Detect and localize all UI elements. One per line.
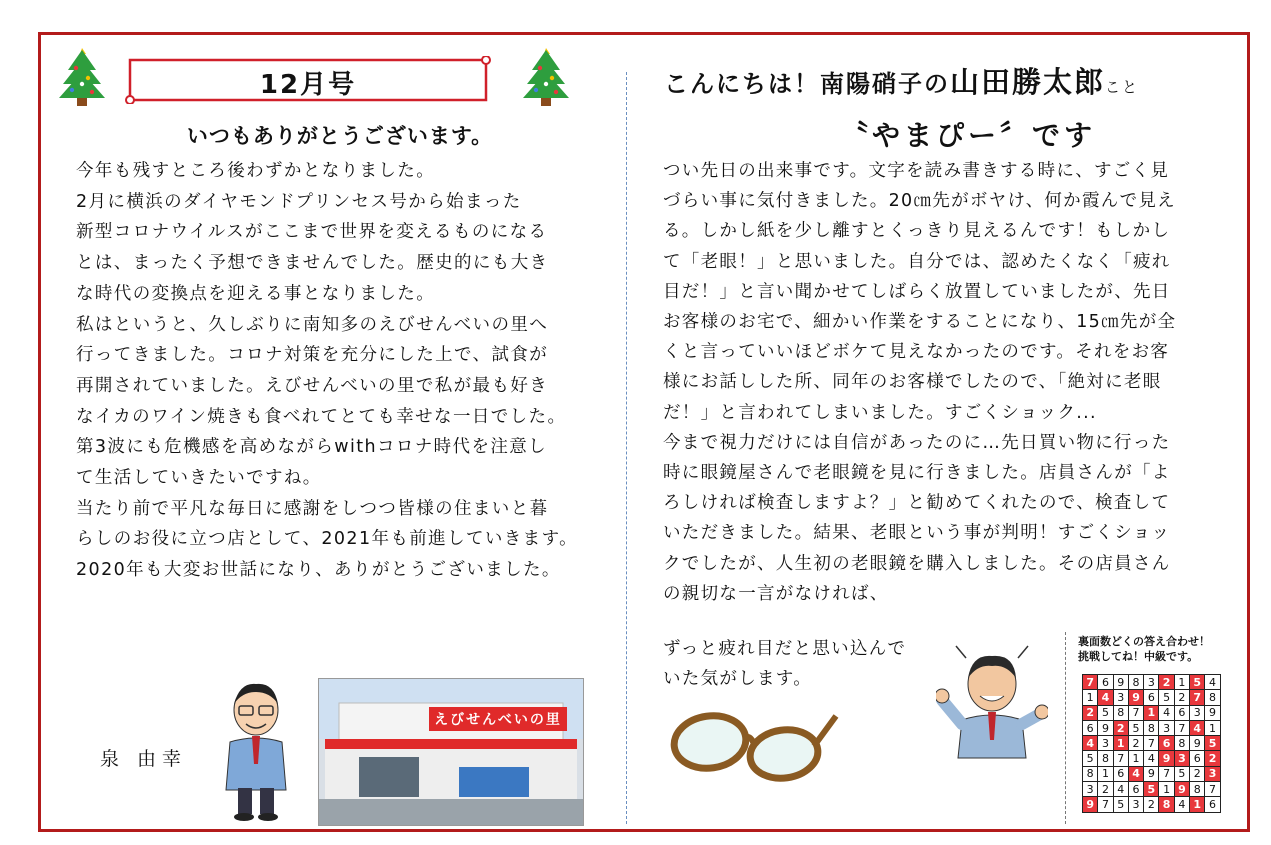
sudoku-cell: 3 (1205, 766, 1220, 781)
sudoku-cell: 8 (1159, 797, 1174, 812)
sudoku-cell: 1 (1128, 751, 1143, 766)
sudoku-cell: 4 (1128, 766, 1143, 781)
sudoku-cell: 4 (1098, 690, 1113, 705)
sudoku-cell: 6 (1205, 797, 1220, 812)
sudoku-cell: 8 (1113, 705, 1128, 720)
left-article (76, 156, 616, 586)
sudoku-cell: 5 (1128, 720, 1143, 735)
sudoku-cell: 2 (1113, 720, 1128, 735)
sudoku-cell: 7 (1144, 736, 1159, 751)
right-title (664, 60, 1139, 101)
sudoku-cell: 4 (1113, 782, 1128, 797)
sudoku-cell: 2 (1083, 705, 1098, 720)
right-article-line: の親切な一言がなければ、 (663, 583, 889, 604)
sudoku-cell: 7 (1205, 782, 1220, 797)
right-article-line: 今まで視力だけには自信があったのに…先日買い物に行った (663, 432, 1171, 453)
sudoku-cell: 3 (1128, 797, 1143, 812)
sudoku-cell: 4 (1159, 705, 1174, 720)
sudoku-cell: 1 (1190, 797, 1205, 812)
sudoku-cell: 7 (1128, 705, 1143, 720)
right-article-line: いただきました。結果、老眼という事が判明！すごくショッ (663, 523, 1171, 544)
sudoku-cell: 5 (1113, 797, 1128, 812)
sudoku-grid (1082, 674, 1221, 813)
sudoku-cell: 2 (1128, 736, 1143, 751)
sudoku-cell: 2 (1159, 675, 1174, 690)
sudoku-cell: 9 (1205, 705, 1220, 720)
sudoku-cell: 3 (1174, 751, 1189, 766)
sudoku-cell: 3 (1113, 690, 1128, 705)
sudoku-cell: 1 (1113, 736, 1128, 751)
sudoku-cell: 5 (1144, 782, 1159, 797)
sudoku-cell: 5 (1159, 690, 1174, 705)
sudoku-cell: 2 (1190, 766, 1205, 781)
sudoku-cell: 1 (1144, 705, 1159, 720)
left-article-line: 私はというと、久しぶりに南知多のえびせんべいの里へ (76, 314, 549, 335)
sudoku-cell: 6 (1098, 675, 1113, 690)
sudoku-cell: 9 (1190, 736, 1205, 751)
sudoku-cell: 4 (1190, 720, 1205, 735)
sudoku-cell: 7 (1098, 797, 1113, 812)
yamapi-caricature-icon (936, 640, 1048, 774)
sudoku-cell: 9 (1113, 675, 1128, 690)
glasses-icon (668, 696, 844, 790)
sudoku-caption (1078, 634, 1210, 664)
right-article (663, 156, 1253, 609)
right-title-koto: こと (1105, 78, 1140, 96)
left-article-line: 2020年も大変お世話になり、ありがとうございました。 (76, 560, 561, 581)
right-article-line: づらい事に気付きました。20㎝先がボヤけ、何か霞んで見え (663, 191, 1176, 212)
sudoku-caption-line-2: 挑戦してね！中級です。 (1078, 650, 1199, 663)
sudoku-cell: 9 (1128, 690, 1143, 705)
sudoku-cell: 9 (1098, 720, 1113, 735)
left-article-line: な時代の変換点を迎える事となりました。 (76, 283, 436, 304)
sudoku-row (1083, 782, 1221, 797)
christmas-tree-left-icon (54, 44, 110, 108)
left-article-line: 行ってきました。コロナ対策を充分にした上で、試食が (76, 345, 549, 366)
sudoku-cell: 6 (1174, 705, 1189, 720)
sudoku-cell: 7 (1159, 766, 1174, 781)
sudoku-cell: 8 (1128, 675, 1143, 690)
sudoku-cell: 8 (1144, 720, 1159, 735)
sudoku-cell: 2 (1098, 782, 1113, 797)
sudoku-cell: 1 (1174, 675, 1189, 690)
right-article-line: お客様のお宅で、細かい作業をすることになり、15㎝先が全 (663, 312, 1177, 333)
sudoku-cell: 3 (1159, 720, 1174, 735)
right-article-line: 様にお話しした所、同年のお客様でしたので、「絶対に老眼 (663, 372, 1162, 393)
sudoku-cell: 8 (1174, 736, 1189, 751)
sudoku-cell: 3 (1144, 675, 1159, 690)
sudoku-cell: 4 (1205, 675, 1220, 690)
left-article-line: 第3波にも危機感を高めながらwithコロナ時代を注意し (76, 437, 548, 458)
author-caricature-icon (220, 680, 292, 826)
left-article-line: て生活していきたいですね。 (76, 468, 322, 489)
greeting-heading: いつもありがとうございます。 (186, 124, 494, 148)
sudoku-cell: 8 (1083, 766, 1098, 781)
right-article-line: つい先日の出来事です。文字を読み書きする時に、すごく見 (663, 161, 1170, 181)
left-article-line: 新型コロナウイルスがここまで世界を変えるものになる (76, 222, 548, 243)
sudoku-cell: 9 (1159, 751, 1174, 766)
sudoku-cell: 8 (1098, 751, 1113, 766)
right-article-line: くと言っていいほどボケて見えなかったのです。それをお客 (663, 342, 1170, 363)
sudoku-caption-line-1: 裏面数どくの答え合わせ！ (1078, 635, 1210, 648)
sudoku-cell: 1 (1083, 690, 1098, 705)
sudoku-row (1083, 705, 1221, 720)
sudoku-row (1083, 690, 1221, 705)
left-article-line: とは、まったく予想できませんでした。歴史的にも大き (76, 253, 549, 274)
christmas-tree-right-icon (518, 44, 574, 108)
right-article-tail-line: いた気がします。 (663, 669, 812, 690)
left-article-line: 当たり前で平凡な毎日に感謝をしつつ皆様の住まいと暮 (76, 498, 549, 519)
left-article-line: 再開されていました。えびせんべいの里で私が最も好き (76, 375, 549, 396)
sudoku-cell: 7 (1174, 720, 1189, 735)
right-title-greeting: こんにちは！南陽硝子の (664, 70, 950, 98)
right-article-line: る。しかし紙を少し離すとくっきり見えるんです！もしかし (663, 221, 1171, 242)
left-article-line: 今年も残すところ後わずかとなりました。 (76, 161, 436, 181)
sudoku-cell: 5 (1190, 675, 1205, 690)
sudoku-cell: 1 (1159, 782, 1174, 797)
right-title-name: 山田勝太郎 (950, 65, 1106, 99)
sudoku-cell: 3 (1098, 736, 1113, 751)
sudoku-cell: 3 (1190, 705, 1205, 720)
store-sign: えびせんべいの里 (434, 712, 562, 728)
right-article-line: ろしければ検査しますよ？」と勧めてくれたので、検査して (663, 493, 1171, 514)
sudoku-cell: 7 (1083, 675, 1098, 690)
sudoku-cell: 8 (1205, 690, 1220, 705)
sudoku-cell: 5 (1083, 751, 1098, 766)
right-article-line: クでしたが、人生初の老眼鏡を購入しました。その店員さん (663, 553, 1171, 574)
sudoku-row (1083, 766, 1221, 781)
issue-banner (122, 56, 494, 104)
issue-title: 12月号 (259, 70, 357, 100)
sudoku-cell: 9 (1174, 782, 1189, 797)
store-photo (318, 678, 584, 826)
sudoku-cell: 1 (1098, 766, 1113, 781)
sudoku-cell: 5 (1174, 766, 1189, 781)
sudoku-cell: 7 (1113, 751, 1128, 766)
sudoku-cell: 6 (1128, 782, 1143, 797)
sudoku-cell: 4 (1144, 751, 1159, 766)
sudoku-cell: 2 (1205, 751, 1220, 766)
sudoku-cell: 2 (1144, 797, 1159, 812)
left-article-line: 2月に横浜のダイヤモンドプリンセス号から始まった (76, 191, 522, 212)
sudoku-row (1083, 751, 1221, 766)
left-article-line: らしのお役に立つ店として、2021年も前進していきます。 (76, 529, 578, 550)
right-article-line: だ！」と言われてしまいました。すごくショック... (663, 402, 1097, 423)
sudoku-cell: 7 (1190, 690, 1205, 705)
sudoku-cell: 3 (1083, 782, 1098, 797)
sudoku-cell: 5 (1098, 705, 1113, 720)
sudoku-cell: 1 (1205, 720, 1220, 735)
left-article-line: なイカのワイン焼きも食べれてとても幸せな一日でした。 (76, 406, 567, 427)
sudoku-cell: 4 (1083, 736, 1098, 751)
sudoku-cell: 6 (1144, 690, 1159, 705)
column-divider (626, 72, 627, 824)
right-article-line: 時に眼鏡屋さんで老眼鏡を見に行きました。店員さんが「よ (663, 463, 1171, 484)
sudoku-row (1083, 736, 1221, 751)
sudoku-cell: 6 (1159, 736, 1174, 751)
right-article-tail-line: ずっと疲れ目だと思い込んで (663, 639, 907, 659)
right-article-tail (663, 634, 906, 694)
sudoku-cell: 6 (1190, 751, 1205, 766)
sudoku-cell: 6 (1113, 766, 1128, 781)
sudoku-row (1083, 675, 1221, 690)
right-article-line: て「老眼！」と思いました。自分では、認めたくなく「疲れ (663, 251, 1171, 272)
sudoku-cell: 9 (1144, 766, 1159, 781)
right-subtitle: 〝やまぴー〞です (840, 119, 1097, 152)
sudoku-cell: 8 (1190, 782, 1205, 797)
sudoku-cell: 2 (1174, 690, 1189, 705)
sudoku-cell: 6 (1083, 720, 1098, 735)
sudoku-row (1083, 797, 1221, 812)
sudoku-cell: 9 (1083, 797, 1098, 812)
right-article-line: 目だ！」と言い聞かせてしばらく放置していましたが、先日 (663, 281, 1171, 302)
sudoku-cell: 5 (1205, 736, 1220, 751)
author-name: 泉 由幸 (100, 748, 188, 770)
sudoku-cell: 4 (1174, 797, 1189, 812)
sudoku-row (1083, 720, 1221, 735)
